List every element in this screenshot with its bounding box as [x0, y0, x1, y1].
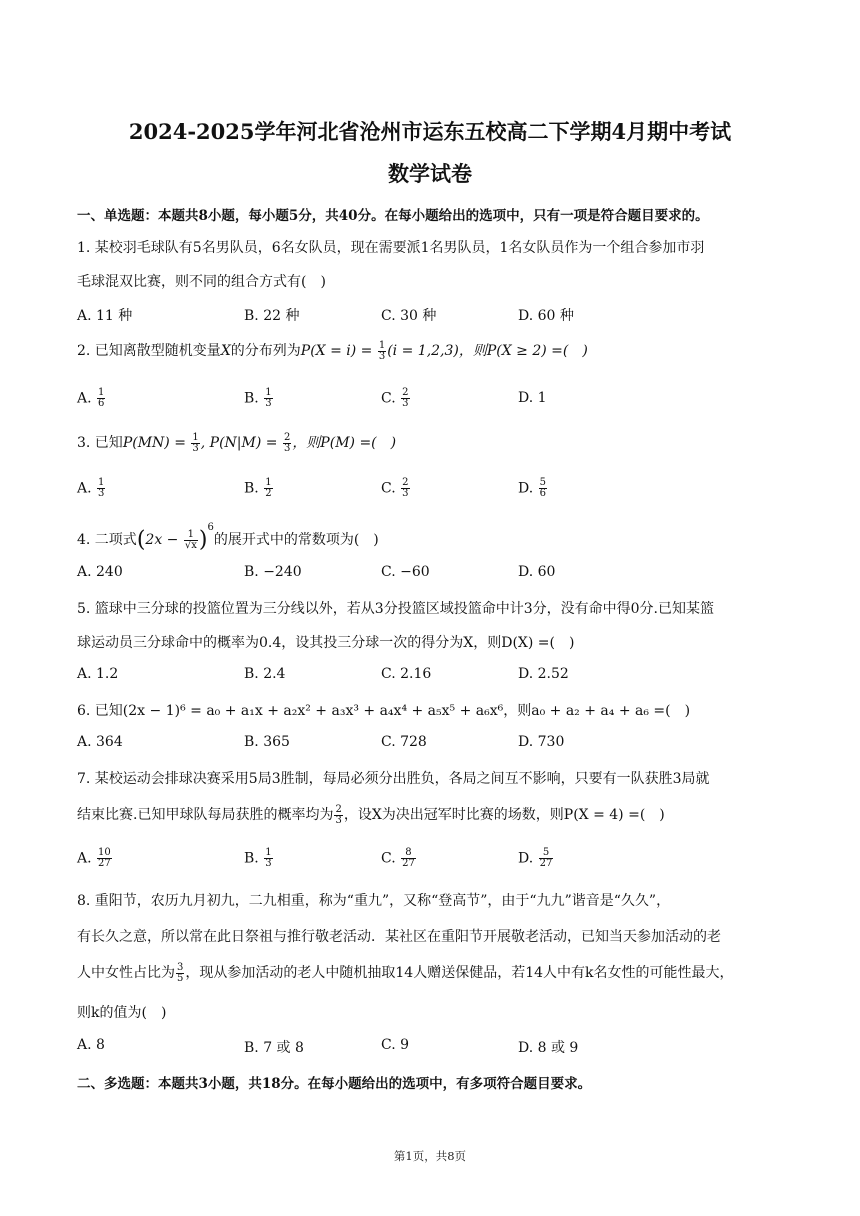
question-8-option-d: D. 8 或 9 [518, 1040, 579, 1056]
question-2-formula-1: P(X = i) = [300, 343, 377, 359]
question-3-formula-1: P(MN) = [122, 435, 191, 451]
question-3-text: 3. 已知 [77, 435, 123, 451]
question-8-line-4: 则k的值为( ) [77, 1005, 167, 1021]
question-8-option-b: B. 7 或 8 [244, 1040, 304, 1056]
question-2-text-2: 的分布列为 [230, 343, 301, 359]
exam-title: 2024-2025学年河北省沧州市运东五校高二下学期4月期中考试 [128, 119, 732, 144]
question-1-option-a: A. 11 种 [77, 308, 133, 324]
question-1-option-d: D. 60 种 [518, 308, 574, 324]
question-4-exponent: 6 [207, 522, 214, 533]
question-6-option-a: A. 364 [77, 734, 123, 750]
question-7-line-1: 7. 某校运动会排球决赛采用5局3胜制，每局必须分出胜负，各局之间互不影响，只要有一队获胜3局就 [77, 771, 710, 787]
question-3-stem [77, 432, 396, 454]
question-2-formula-2: (i = 1,2,3)，则 [387, 343, 487, 359]
question-8-line-1: 8. 重阳节，农历九月初九，二九相重，称为“重九”，又称“登高节”，由于“九九”谐音是“久久”， [77, 893, 671, 909]
question-7-text-1: 结束比赛.已知甲球队每局获胜的概率均为 [77, 807, 334, 823]
question-3-formula-3: ，则P(M) =( ) [292, 435, 397, 451]
question-4-text-1: 4. 二项式 [77, 532, 137, 548]
question-5-option-d: D. 2.52 [518, 666, 569, 682]
question-2-variable: X [220, 343, 231, 359]
question-6-option-b: B. 365 [244, 734, 290, 750]
question-3-option-c: C. $\frac{2}{3}$ [381, 477, 409, 499]
question-7-option-a: A. $\frac{10}{27}$ [77, 847, 111, 869]
question-4-fraction: $\frac{1}{√x}$ [184, 528, 197, 551]
section-multi-choice-heading: 二、多选题：本题共3小题，共18分。在每小题给出的选项中，有多项符合题目要求。 [77, 1076, 592, 1092]
question-2-option-a: A. $\frac{1}{6}$ [77, 387, 105, 409]
question-4-option-c: C. −60 [381, 564, 430, 580]
question-7-option-d: D. $\frac{5}{27}$ [518, 847, 553, 869]
question-8-line-3 [77, 962, 734, 984]
section-single-choice-heading: 一、单选题：本题共8小题，每小题5分，共40分。在每小题给出的选项中，只有一项是符合题目要求的。 [77, 208, 709, 224]
question-4-stem: 4. 二项式(2x − $\frac{1}{√x}$ )$^6$的展开式中的常数项为( ) [77, 522, 379, 553]
question-7-option-c: C. $\frac{8}{27}$ [381, 847, 415, 869]
question-2-text-1: 2. 已知离散型随机变量 [77, 343, 221, 359]
question-8-option-c: C. 9 [381, 1037, 410, 1053]
page-footer: 第1页，共8页 [393, 1149, 467, 1163]
question-4-text-2: 的展开式中的常数项为( ) [213, 532, 379, 548]
question-2-stem [77, 340, 588, 362]
question-4-option-a: A. 240 [77, 564, 123, 580]
question-3-option-a: A. $\frac{1}{3}$ [77, 477, 105, 499]
question-8-line-2: 有长久之意，所以常在此日祭祖与推行敬老活动．某社区在重阳节开展敬老活动，已知当天参加活动的老 [77, 929, 721, 945]
question-3-fraction-2: $\frac{2}{3}$ [283, 431, 291, 454]
question-4-option-b: B. −240 [244, 564, 302, 580]
question-2-option-d: D. 1 [518, 390, 547, 406]
question-3-fraction-1: $\frac{1}{3}$ [192, 431, 199, 454]
question-6-stem: 6. 已知(2x − 1)⁶ = a₀ + a₁x + a₂x² + a₃x³ + a₄x⁴ + a₅x⁵ + a₆x⁶，则a₀ + a₂ + a₄ + a₆ =( ) [77, 703, 691, 719]
question-5-line-2: 球运动员三分球命中的概率为0.4，设其投三分球一次的得分为X，则D(X) =( ) [77, 635, 575, 651]
question-3-option-b: B. $\frac{1}{2}$ [244, 477, 272, 499]
question-3-option-d: D. $\frac{5}{6}$ [518, 477, 547, 499]
question-6-option-c: C. 728 [381, 734, 427, 750]
question-4-option-d: D. 60 [518, 564, 556, 580]
question-2-fraction: $\frac{1}{3}$ [378, 339, 386, 362]
question-1-option-c: C. 30 种 [381, 308, 437, 324]
question-4-formula: 2x − [145, 532, 183, 548]
question-5-line-1: 5. 篮球中三分球的投篮位置为三分线以外，若从3分投篮区域投篮命中计3分，没有命中得0分.已知某篮 [77, 601, 714, 617]
question-1-line-2: 毛球混双比赛，则不同的组合方式有( ) [77, 274, 326, 290]
question-8-option-a: A. 8 [77, 1037, 105, 1053]
question-3-formula-2: , P(N|M) = [200, 435, 282, 451]
question-7-line-2 [77, 804, 665, 826]
question-5-option-a: A. 1.2 [77, 666, 119, 682]
question-6-option-d: D. 730 [518, 734, 565, 750]
question-2-option-c: C. $\frac{2}{3}$ [381, 387, 409, 409]
question-8-fraction: $\frac{3}{5}$ [177, 961, 184, 984]
question-1-option-b: B. 22 种 [244, 308, 300, 324]
question-2-formula-3: P(X ≥ 2) =( ) [486, 343, 588, 359]
question-7-option-b: B. $\frac{1}{3}$ [244, 847, 272, 869]
question-7-text-2: ，设X为决出冠军时比赛的场数，则P(X = 4) =( ) [343, 807, 665, 823]
exam-subtitle: 数学试卷 [388, 161, 472, 186]
question-7-fraction: $\frac{2}{3}$ [335, 803, 342, 826]
question-8-text-1: 人中女性占比为 [77, 965, 175, 981]
question-5-option-c: C. 2.16 [381, 666, 432, 682]
question-5-option-b: B. 2.4 [244, 666, 286, 682]
question-1-line-1: 1. 某校羽毛球队有5名男队员，6名女队员，现在需要派1名男队员，1名女队员作为一个组合参加市羽 [77, 240, 705, 256]
question-8-text-2: ，现从参加活动的老人中随机抽取14人赠送保健品，若14人中有k名女性的可能性最大， [185, 965, 734, 981]
question-2-option-b: B. $\frac{1}{3}$ [244, 387, 272, 409]
